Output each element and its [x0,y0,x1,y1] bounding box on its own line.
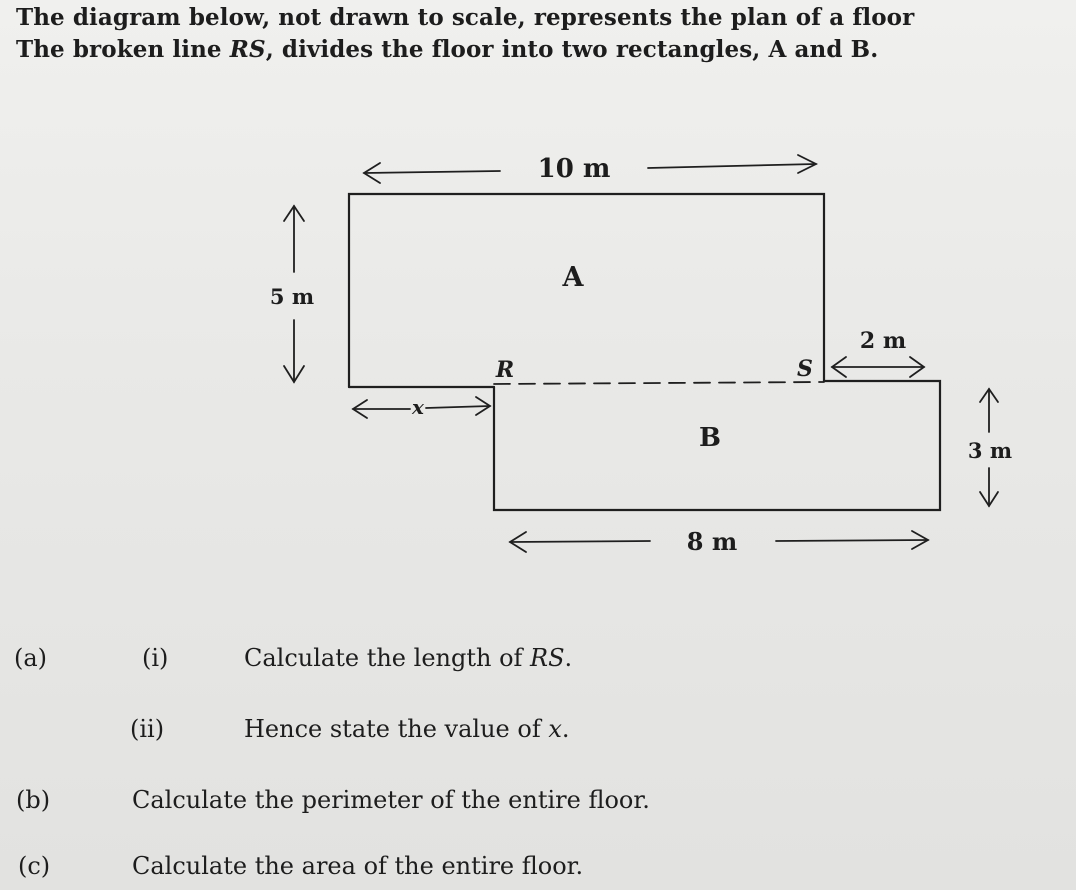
question-a-label: (a) [14,644,48,672]
intro-rs-label: RS [229,36,266,63]
rectangle-a-outline [349,194,824,387]
intro-line-2-end: . [870,36,879,63]
intro-line-2-mid: , divides the floor into two rectangles, [265,36,769,63]
label-rectangle-b: B [699,423,721,453]
label-3m: 3 m [967,438,1013,463]
intro-line-1-text: The diagram below, not drawn to scale, represents the plan of a floor [16,4,915,31]
question-a-ii-label: (ii) [130,715,165,743]
question-c-text: Calculate the area of the entire floor. [132,852,584,880]
arrow-2m [832,357,924,377]
intro-a-label: A [768,36,787,63]
label-point-r: R [495,357,515,383]
question-c-label: (c) [18,852,51,880]
label-x: x [412,395,424,419]
intro-line-2-and: and [786,36,851,63]
question-a-i-text [244,644,572,672]
label-10m: 10 m [537,154,611,184]
label-point-s: S [797,356,813,382]
question-a-i-text-end: . [564,644,573,672]
intro-b-label: B [850,36,871,63]
question-a-i-rs: RS [530,644,565,672]
label-rectangle-a: A [562,262,584,293]
question-a-ii-text-end: . [561,715,570,743]
question-a-ii-text-pre: Hence state the value of [244,715,549,743]
label-5m: 5 m [269,284,315,309]
label-8m: 8 m [686,527,738,556]
question-a-i-text-pre: Calculate the length of [244,644,531,672]
broken-line-rs [494,382,824,384]
question-b-text: Calculate the perimeter of the entire floor. [132,786,650,814]
question-a-i-label: (i) [142,644,169,672]
intro-line-2-pre: The broken line [16,36,230,63]
label-2m: 2 m [859,328,907,354]
question-a-ii-x: x [548,715,562,743]
question-b-label: (b) [16,786,51,814]
question-a-ii-text [244,715,570,743]
